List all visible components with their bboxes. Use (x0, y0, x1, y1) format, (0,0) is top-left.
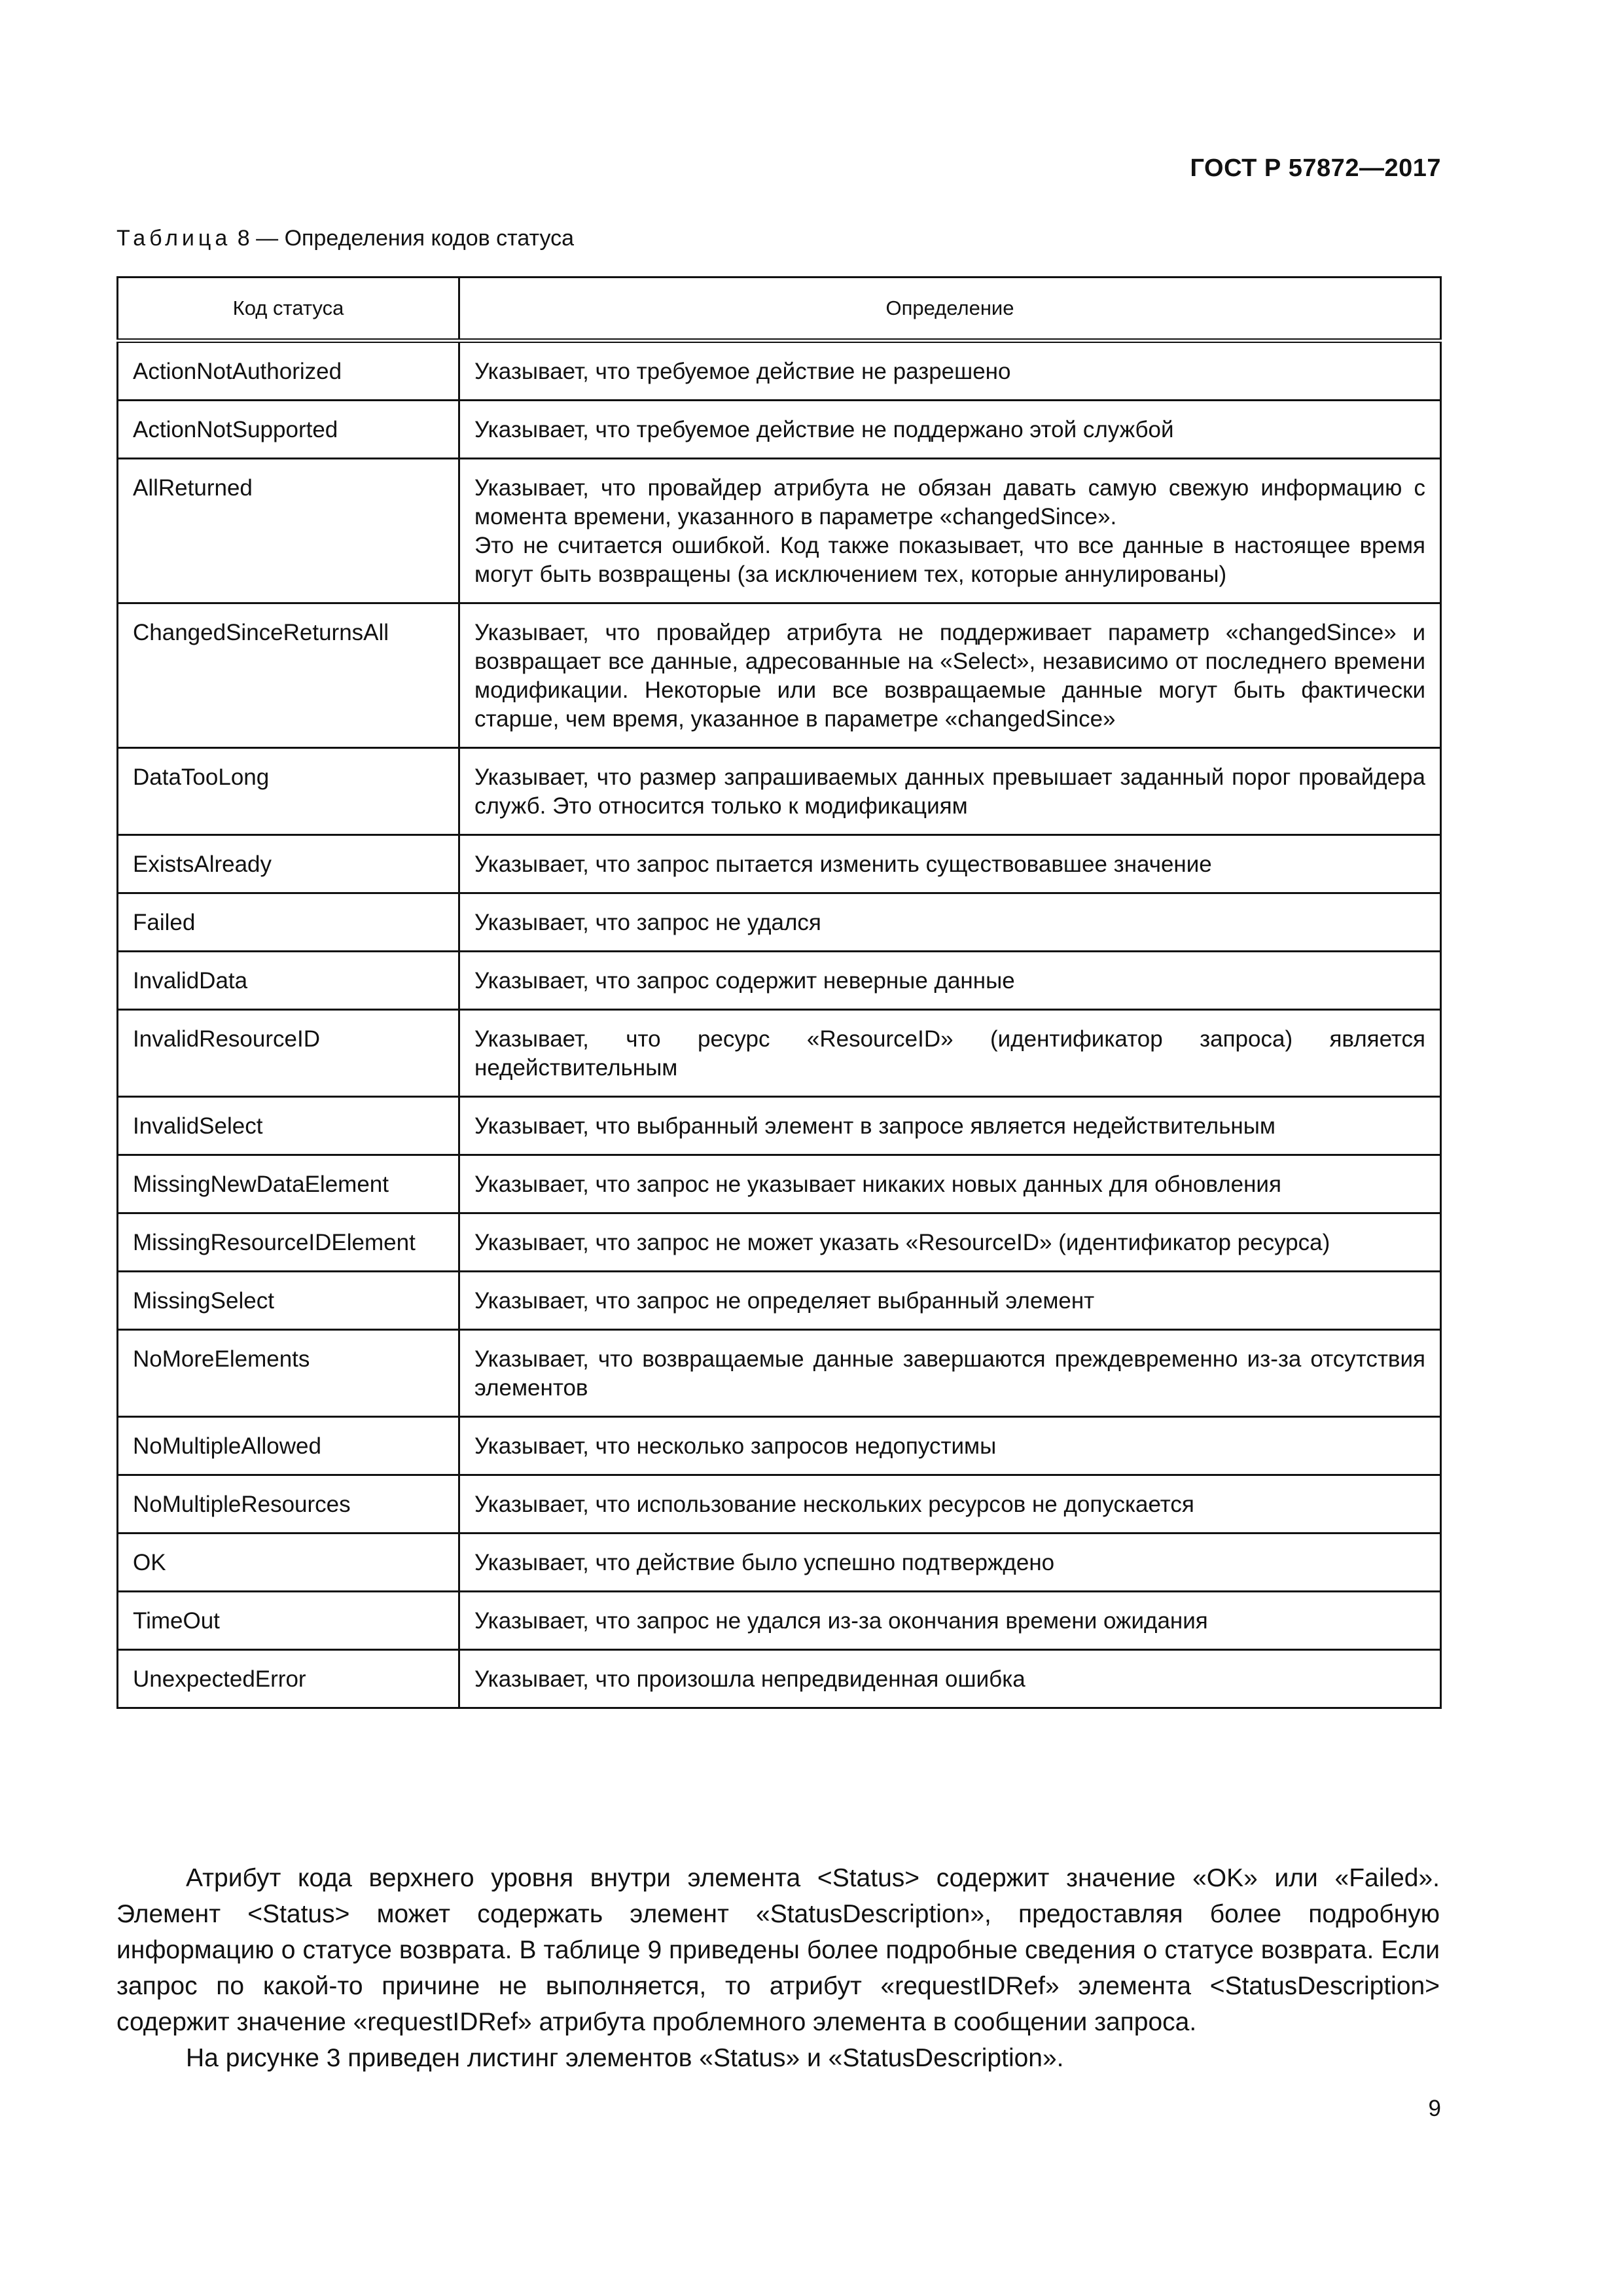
definition-cell: Указывает, что произошла непредвиденная ошибка (459, 1650, 1441, 1708)
table-header-row (118, 278, 1441, 341)
status-code-cell: UnexpectedError (118, 1650, 459, 1708)
table-row (118, 459, 1441, 603)
status-code-cell: ActionNotAuthorized (118, 341, 459, 401)
status-code-cell: InvalidSelect (118, 1097, 459, 1155)
standard-designation: ГОСТ Р 57872—2017 (1190, 154, 1441, 182)
definition-line: Указывает, что провайдер атрибута не обязан давать самую свежую информацию с момента времени, указанного в параметре «changedSince». (474, 475, 1425, 529)
status-code-cell: MissingNewDataElement (118, 1155, 459, 1213)
table-row (118, 341, 1441, 401)
definition-cell: Указывает, что несколько запросов недопустимы (459, 1417, 1441, 1475)
status-code-cell: NoMoreElements (118, 1330, 459, 1417)
status-code-cell: OK (118, 1534, 459, 1592)
table-row (118, 1534, 1441, 1592)
table-row (118, 835, 1441, 893)
table-row (118, 748, 1441, 835)
definition-cell: Указывает, что возвращаемые данные завершаются преждевременно из-за отсутствия элементов (459, 1330, 1441, 1417)
table-row (118, 952, 1441, 1010)
body-paragraph: На рисунке 3 приведен листинг элементов «Status» и «StatusDescription». (186, 2044, 1064, 2072)
definition-line: Это не считается ошибкой. Код также показывает, что все данные в настоящее время могут быть возвращены (за исключением тех, которые аннулированы) (474, 533, 1425, 587)
status-code-cell: ExistsAlready (118, 835, 459, 893)
status-code-cell: NoMultipleAllowed (118, 1417, 459, 1475)
definition-cell: Указывает, что запрос содержит неверные данные (459, 952, 1441, 1010)
status-codes-table-container (116, 276, 1440, 1709)
table-caption-word: Таблица (116, 226, 232, 251)
status-codes-table (116, 276, 1442, 1709)
definition-cell: Указывает, что запрос не удался (459, 893, 1441, 952)
definition-cell: Указывает, что требуемое действие не поддержано этой службой (459, 401, 1441, 459)
table-caption-title: 8 — Определения кодов статуса (237, 226, 574, 251)
status-code-cell: AllReturned (118, 459, 459, 603)
table-row (118, 1475, 1441, 1534)
definition-cell: Указывает, что ресурс «ResourceID» (идентификатор запроса) является недействительным (459, 1010, 1441, 1097)
column-header-code: Код статуса (118, 278, 459, 341)
status-code-cell: InvalidData (118, 952, 459, 1010)
status-code-cell: MissingSelect (118, 1272, 459, 1330)
definition-cell: Указывает, что запрос не может указать «ResourceID» (идентификатор ресурса) (459, 1213, 1441, 1272)
status-code-cell: TimeOut (118, 1592, 459, 1650)
table-row (118, 1097, 1441, 1155)
definition-cell: Указывает, что использование нескольких ресурсов не допускается (459, 1475, 1441, 1534)
table-row (118, 1272, 1441, 1330)
definition-cell: Указывает, что провайдер атрибута не поддерживает параметр «changedSince» и возвращает все данные, адресованные на «Select», независимо от последнего времени модификации. Некоторые или все возвращаемые данные могут быть фактически старше, чем время, указанное в параметре «changedSince» (459, 603, 1441, 748)
definition-cell (459, 459, 1441, 603)
definition-cell: Указывает, что размер запрашиваемых данных превышает заданный порог провайдера служб. Это относится только к модификациям (459, 748, 1441, 835)
status-code-cell: Failed (118, 893, 459, 952)
table-row (118, 401, 1441, 459)
table-row (118, 1010, 1441, 1097)
definition-cell: Указывает, что запрос не определяет выбранный элемент (459, 1272, 1441, 1330)
table-row (118, 1155, 1441, 1213)
status-code-cell: MissingResourceIDElement (118, 1213, 459, 1272)
table-row (118, 603, 1441, 748)
definition-cell: Указывает, что запрос не удался из-за окончания времени ожидания (459, 1592, 1441, 1650)
table-row (118, 1417, 1441, 1475)
body-text (116, 1860, 1440, 2076)
table-row (118, 893, 1441, 952)
table-row (118, 1650, 1441, 1708)
definition-cell: Указывает, что запрос не указывает никаких новых данных для обновления (459, 1155, 1441, 1213)
definition-cell: Указывает, что действие было успешно подтверждено (459, 1534, 1441, 1592)
status-code-cell: ChangedSinceReturnsAll (118, 603, 459, 748)
body-paragraph: Атрибут кода верхнего уровня внутри элемента <Status> содержит значение «OK» или «Failed». Элемент <Status> может содержать элемент «StatusDescription», предоставляя более подробную информацию о статусе возврата. В таблице 9 приведены более подробные сведения о статусе возврата. Если запрос по какой-то причине не выполняется, то атрибут «requestIDRef» элемента <StatusDescription> содержит значение «requestIDRef» атрибута проблемного элемента в сообщении запроса. (116, 1864, 1440, 2036)
table-row (118, 1213, 1441, 1272)
definition-cell: Указывает, что выбранный элемент в запросе является недействительным (459, 1097, 1441, 1155)
status-code-cell: ActionNotSupported (118, 401, 459, 459)
definition-cell: Указывает, что требуемое действие не разрешено (459, 341, 1441, 401)
definition-cell: Указывает, что запрос пытается изменить существовавшее значение (459, 835, 1441, 893)
table-row (118, 1330, 1441, 1417)
status-code-cell: DataTooLong (118, 748, 459, 835)
page-number: 9 (1428, 2096, 1441, 2121)
status-code-cell: InvalidResourceID (118, 1010, 459, 1097)
table-row (118, 1592, 1441, 1650)
table-caption (116, 226, 574, 251)
status-code-cell: NoMultipleResources (118, 1475, 459, 1534)
column-header-definition: Определение (459, 278, 1441, 341)
